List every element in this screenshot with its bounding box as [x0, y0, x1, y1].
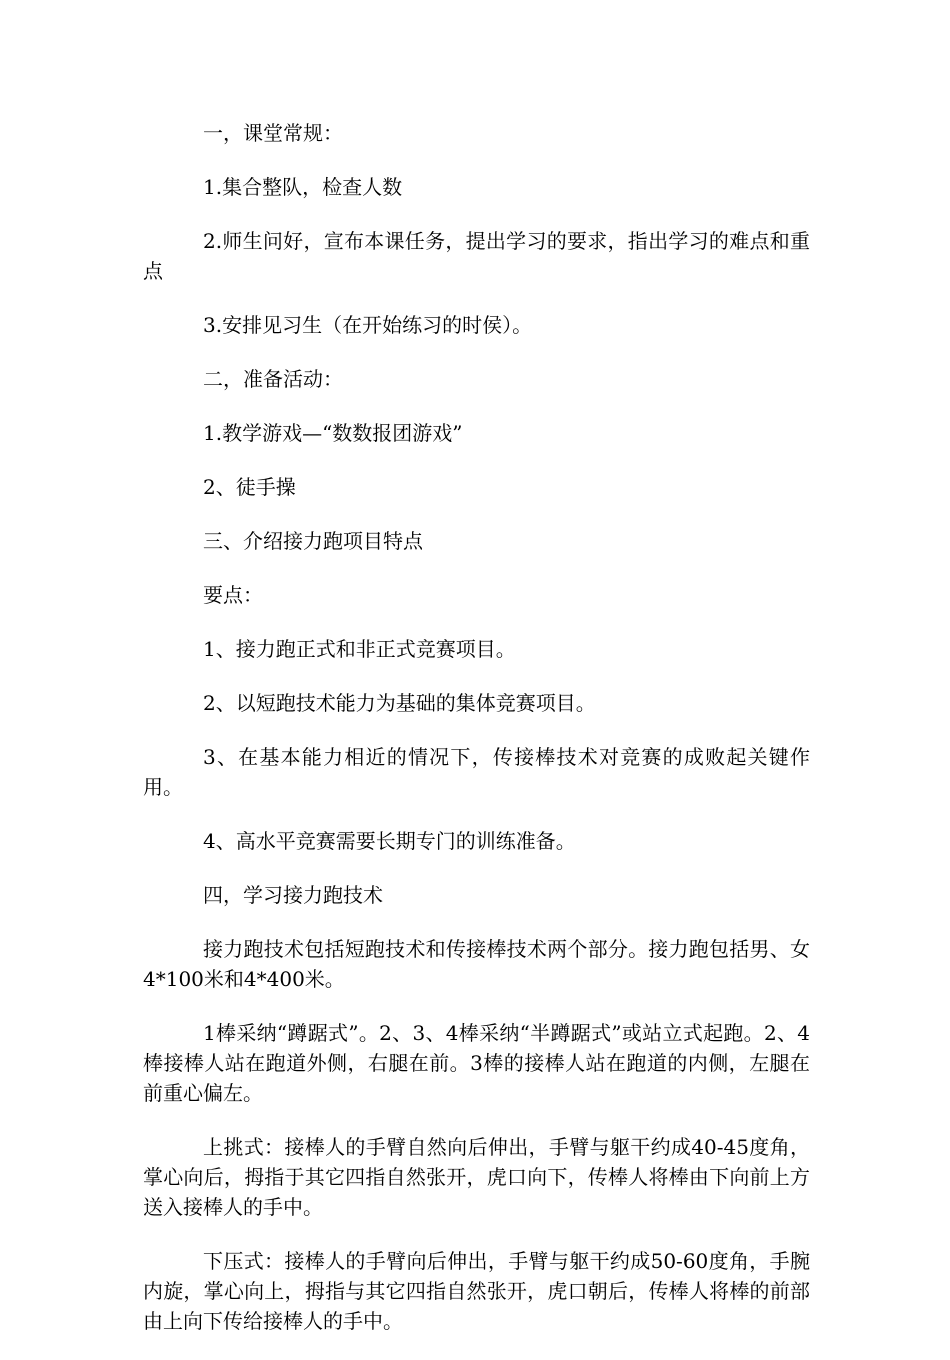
list-item: 2.师生问好，宣布本课任务，提出学习的要求，指出学习的难点和重点 [143, 229, 810, 283]
document-body [143, 118, 810, 1360]
list-item: 4、高水平竞赛需要长期专门的训练准备。 [203, 829, 576, 853]
body-paragraph: 上挑式：接棒人的手臂自然向后伸出，手臂与躯干约成40-45度角，掌心向后，拇指于其它四指自然张开，虎口向下，传棒人将棒由下向前上方送入接棒人的手中。 [143, 1135, 810, 1219]
list-item: 1.教学游戏—“数数报团游戏” [203, 421, 463, 445]
heading-relay-technique: 四，学习接力跑技术 [203, 883, 383, 907]
list-item: 3.安排见习生（在开始练习的时侯）。 [203, 313, 533, 337]
key-points-label: 要点： [203, 583, 263, 607]
heading-relay-features: 三、介绍接力跑项目特点 [203, 529, 423, 553]
body-paragraph: 下压式：接棒人的手臂向后伸出，手臂与躯干约成50-60度角，手腕内旋，掌心向上，拇指与其它四指自然张开，虎口朝后，传棒人将棒的前部由上向下传给接棒人的手中。 [143, 1249, 810, 1333]
list-item: 1.集合整队，检查人数 [203, 175, 403, 199]
list-item: 1、接力跑正式和非正式竞赛项目。 [203, 637, 516, 661]
list-item: 3、在基本能力相近的情况下，传接棒技术对竞赛的成败起关键作用。 [143, 745, 810, 799]
heading-warmup: 二，准备活动： [203, 367, 343, 391]
body-paragraph: 接力跑技术包括短跑技术和传接棒技术两个部分。接力跑包括男、女4*100米和4*400米。 [143, 937, 810, 991]
list-item: 2、以短跑技术能力为基础的集体竞赛项目。 [203, 691, 596, 715]
heading-classroom-routine: 一，课堂常规： [203, 121, 343, 145]
list-item: 2、徒手操 [203, 475, 296, 499]
body-paragraph: 1棒采纳“蹲踞式”。2、3、4棒采纳“半蹲踞式”或站立式起跑。2、4棒接棒人站在跑道外侧，右腿在前。3棒的接棒人站在跑道的内侧，左腿在前重心偏左。 [143, 1021, 810, 1105]
